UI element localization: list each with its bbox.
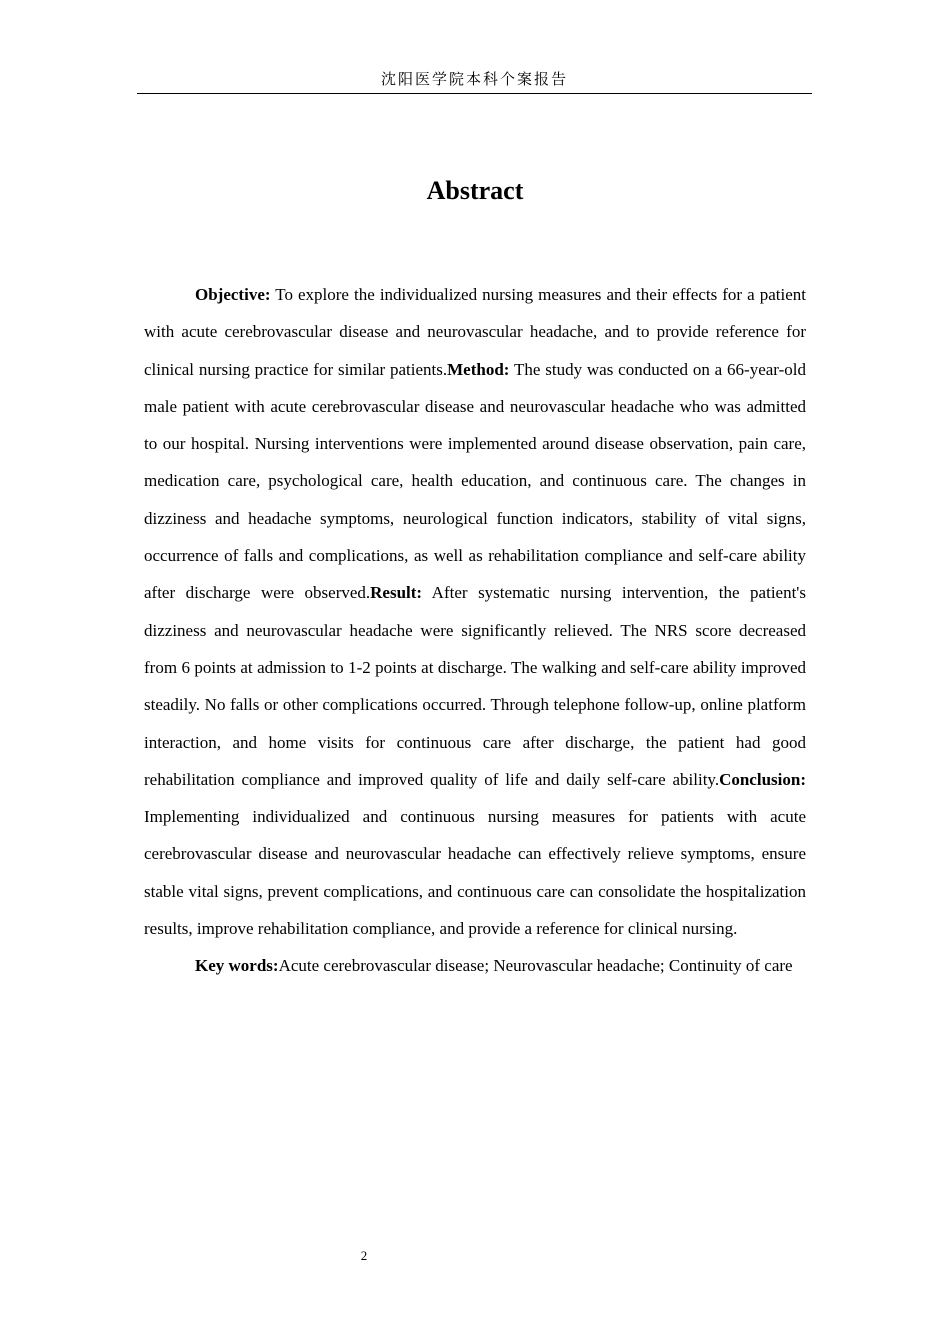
running-header: 沈阳医学院本科个案报告 <box>137 70 812 94</box>
page-number: 2 <box>360 1248 368 1263</box>
method-label: Method: <box>447 359 510 379</box>
abstract-paragraph <box>144 276 806 947</box>
abstract-title: Abstract <box>426 176 524 205</box>
objective-label: Objective: <box>195 285 271 304</box>
keywords-text: Acute cerebrovascular disease; Neurovascular headache; Continuity of care <box>278 956 793 976</box>
abstract-body <box>144 276 806 985</box>
keywords-paragraph <box>144 947 806 984</box>
objective-text: To explore the individualized nursing measures and their effects for a patient with acute cerebrovascular disease and neurovascular headache, and to provide reference for clinical nursing practice for similar patients. <box>144 285 806 379</box>
keywords-label: Key words: <box>195 956 279 976</box>
conclusion-label: Conclusion: <box>719 769 806 789</box>
conclusion-text: Implementing individualized and continuous nursing measures for patients with acute cerebrovascular disease and neurovascular headache can effectively relieve symptoms, ensure stable vital signs, prevent complications, and continuous care can consolidate the hospitalization results, improve rehabilitation compliance, and provide a reference for clinical nursing. <box>144 807 806 939</box>
result-label: Result: <box>370 583 423 603</box>
method-text: The study was conducted on a 66-year-old male patient with acute cerebrovascular disease and neurovascular headache who was admitted to our hospital. Nursing interventions were implemented around disease observation, pain care, medication care, psychological care, health education, and continuous care. The changes in dizziness and headache symptoms, neurological function indicators, stability of vital signs, occurrence of falls and complications, as well as rehabilitation compliance and self-care ability after discharge were observed. <box>144 359 807 603</box>
result-text: After systematic nursing intervention, the patient's dizziness and neurovascular headache were significantly relieved. The NRS score decreased from 6 points at admission to 1-2 points at discharge. The walking and self-care ability improved steadily. No falls or other complications occurred. Through telephone follow-up, online platform interaction, and home visits for continuous care after discharge, the patient had good rehabilitation compliance and improved quality of life and daily self-care ability. <box>144 583 806 789</box>
